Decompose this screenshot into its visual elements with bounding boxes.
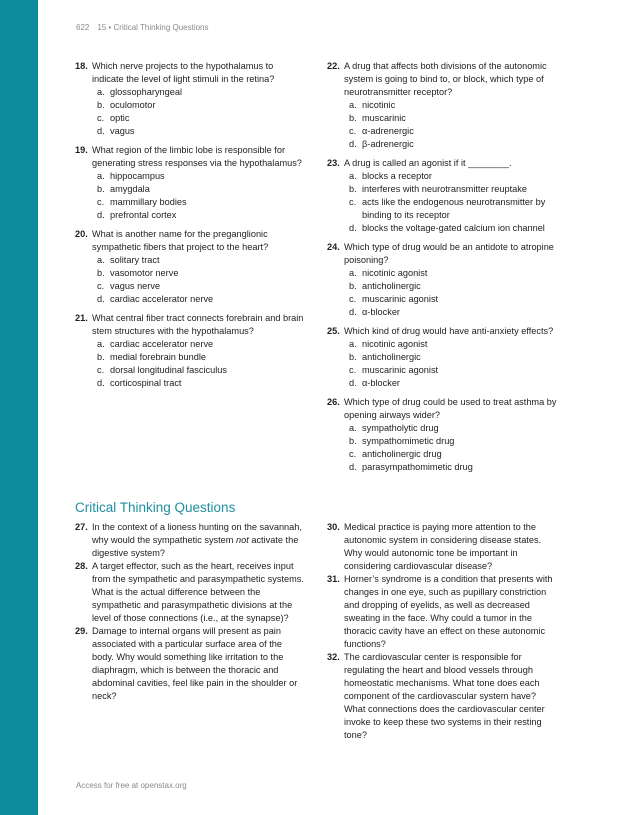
option-letter: d. — [349, 139, 357, 149]
option-text: glossopharyngeal — [110, 87, 183, 97]
question-text — [92, 521, 305, 560]
question-stem: What is another name for the preganglionic sympathetic fibers that project to the heart? — [92, 229, 269, 252]
option-letter: b. — [349, 352, 357, 362]
page-number: 622 — [76, 23, 90, 32]
option-text: cardiac accelerator nerve — [110, 339, 214, 349]
option-item — [92, 267, 305, 280]
option-letter: c. — [97, 365, 105, 375]
question-number: 26. — [327, 397, 340, 407]
question-21 — [75, 312, 305, 390]
option-letter: b. — [349, 436, 357, 446]
question-stem: What central fiber tract connects forebrain and brain stem structures with the hypothalamus? — [92, 313, 304, 336]
option-text: nicotinic agonist — [362, 339, 428, 349]
option-text: interferes with neurotransmitter reuptake — [362, 184, 527, 194]
question-number: 20. — [75, 229, 88, 239]
question-stem: A drug is called an agonist if it ________. — [344, 158, 512, 168]
option-item — [344, 306, 559, 319]
question-text: The cardiovascular center is responsible for regulating the heart and blood vessels through homeostatic mechanisms. What tone does each component of the cardiovascular system have? What connections does the cardiovascular center invoke to keep these two systems in their resting tone? — [344, 652, 545, 740]
option-text: blocks a receptor — [362, 171, 432, 181]
option-item — [344, 461, 559, 474]
option-item — [92, 196, 305, 209]
option-item — [344, 138, 559, 151]
option-text: medial forebrain bundle — [110, 352, 207, 362]
option-item — [344, 125, 559, 138]
option-item — [344, 351, 559, 364]
option-text: sympathomimetic drug — [362, 436, 455, 446]
option-text: blocks the voltage-gated calcium ion channel — [362, 223, 545, 233]
option-item — [344, 196, 559, 222]
option-text: optic — [110, 113, 130, 123]
option-item — [344, 435, 559, 448]
emphasis-text: not — [236, 535, 249, 545]
critical-question-28 — [75, 560, 305, 625]
option-text: muscarinic — [362, 113, 406, 123]
option-item — [92, 351, 305, 364]
option-text: α-blocker — [362, 378, 400, 388]
question-24 — [327, 241, 559, 319]
option-letter: c. — [349, 197, 357, 207]
option-letter: a. — [349, 100, 357, 110]
option-letter: b. — [97, 100, 105, 110]
question-26 — [327, 396, 559, 474]
option-letter: c. — [97, 113, 105, 123]
critical-question-31 — [327, 573, 559, 651]
question-19 — [75, 144, 305, 222]
option-letter: c. — [349, 449, 357, 459]
footer-text: Access for free at openstax.org — [76, 781, 187, 790]
option-item — [344, 364, 559, 377]
option-item — [344, 99, 559, 112]
option-item — [344, 448, 559, 461]
options-list — [92, 338, 305, 390]
option-item — [344, 422, 559, 435]
question-23 — [327, 157, 559, 235]
option-item — [92, 364, 305, 377]
question-number: 28. — [75, 561, 88, 571]
option-item — [92, 86, 305, 99]
option-letter: d. — [349, 378, 357, 388]
option-item — [92, 170, 305, 183]
option-item — [92, 183, 305, 196]
critical-question-32 — [327, 651, 559, 742]
question-stem: Which nerve projects to the hypothalamus to indicate the level of light stimuli in the retina? — [92, 61, 275, 84]
question-stem: Which kind of drug would have anti-anxiety effects? — [344, 326, 554, 336]
question-number: 22. — [327, 61, 340, 71]
option-letter: a. — [97, 255, 105, 265]
option-item — [92, 99, 305, 112]
option-item — [92, 125, 305, 138]
question-number: 18. — [75, 61, 88, 71]
option-text: muscarinic agonist — [362, 294, 439, 304]
option-item — [344, 338, 559, 351]
option-letter: b. — [349, 184, 357, 194]
option-text: anticholinergic — [362, 352, 421, 362]
question-number: 27. — [75, 522, 88, 532]
option-item — [92, 338, 305, 351]
option-text: vagus — [110, 126, 135, 136]
option-text: mammillary bodies — [110, 197, 187, 207]
option-item — [344, 280, 559, 293]
question-number: 23. — [327, 158, 340, 168]
question-number: 21. — [75, 313, 88, 323]
option-text: vagus nerve — [110, 281, 161, 291]
option-text: anticholinergic drug — [362, 449, 442, 459]
question-18 — [75, 60, 305, 138]
question-text: Damage to internal organs will present as pain associated with a particular surface area of the body. Why would something like irritation to the diaphragm, which is between the thoracic and abdominal cavities, feel like pain in the shoulder or neck? — [92, 626, 298, 701]
options-list — [92, 170, 305, 222]
option-item — [92, 293, 305, 306]
option-text: solitary tract — [110, 255, 160, 265]
option-letter: c. — [349, 294, 357, 304]
option-letter: a. — [97, 87, 105, 97]
option-text: cardiac accelerator nerve — [110, 294, 214, 304]
option-letter: a. — [349, 171, 357, 181]
question-stem: What region of the limbic lobe is responsible for generating stress responses via the hypothalamus? — [92, 145, 302, 168]
question-number: 30. — [327, 522, 340, 532]
question-text: A target effector, such as the heart, receives input from the sympathetic and parasympathetic systems. What is the actual difference between the sympathetic and parasympathetic divisions at the level of those connections (i.e., at the synapse)? — [92, 561, 304, 623]
options-list — [92, 86, 305, 138]
option-letter: a. — [97, 171, 105, 181]
question-stem: A drug that affects both divisions of the autonomic system is going to bind to, or block, which type of neurotransmitter receptor? — [344, 61, 547, 97]
option-text: nicotinic — [362, 100, 396, 110]
critical-question-30 — [327, 521, 559, 573]
left-question-column — [75, 60, 305, 396]
chapter-title: 15 • Critical Thinking Questions — [97, 23, 209, 32]
option-item — [92, 209, 305, 222]
question-number: 24. — [327, 242, 340, 252]
option-text: vasomotor nerve — [110, 268, 179, 278]
running-header — [76, 23, 209, 32]
question-number: 31. — [327, 574, 340, 584]
option-text: amygdala — [110, 184, 150, 194]
option-text: corticospinal tract — [110, 378, 182, 388]
option-text: α-adrenergic — [362, 126, 414, 136]
option-letter: a. — [349, 423, 357, 433]
option-letter: d. — [97, 126, 105, 136]
option-text: oculomotor — [110, 100, 156, 110]
option-text: acts like the endogenous neurotransmitter by binding to its receptor — [362, 197, 546, 220]
option-letter: d. — [349, 307, 357, 317]
text-part: In the context of a lioness hunting on the savannah, why would the sympathetic system — [92, 522, 302, 545]
option-text: muscarinic agonist — [362, 365, 439, 375]
option-item — [92, 254, 305, 267]
option-item — [344, 377, 559, 390]
option-text: β-adrenergic — [362, 139, 414, 149]
section-heading: Critical Thinking Questions — [75, 500, 236, 515]
side-color-bar — [0, 0, 38, 815]
option-item — [344, 293, 559, 306]
option-text: hippocampus — [110, 171, 165, 181]
right-question-column — [327, 60, 559, 480]
critical-question-27 — [75, 521, 305, 560]
question-number: 25. — [327, 326, 340, 336]
option-letter: b. — [97, 268, 105, 278]
options-list — [344, 267, 559, 319]
question-number: 29. — [75, 626, 88, 636]
option-letter: a. — [349, 268, 357, 278]
option-text: α-blocker — [362, 307, 400, 317]
question-stem: Which type of drug would be an antidote to atropine poisoning? — [344, 242, 554, 265]
option-letter: d. — [349, 462, 357, 472]
option-item — [344, 222, 559, 235]
option-letter: b. — [349, 113, 357, 123]
options-list — [92, 254, 305, 306]
option-item — [344, 112, 559, 125]
question-text: Horner’s syndrome is a condition that presents with changes in one eye, such as pupillary constriction and dropping of eyelids, as well as decreased sweating in the face. Why could a tumor in the thoracic cavity have an effect on these autonomic functions? — [344, 574, 553, 649]
option-letter: b. — [349, 281, 357, 291]
option-letter: a. — [97, 339, 105, 349]
option-item — [344, 267, 559, 280]
option-item — [92, 280, 305, 293]
question-number: 19. — [75, 145, 88, 155]
option-letter: d. — [97, 378, 105, 388]
text-part: activate the digestive system? — [92, 535, 299, 558]
question-20 — [75, 228, 305, 306]
option-letter: d. — [349, 223, 357, 233]
option-item — [344, 183, 559, 196]
option-letter: d. — [97, 210, 105, 220]
question-22 — [327, 60, 559, 151]
critical-left-column — [75, 521, 305, 703]
question-25 — [327, 325, 559, 390]
option-text: anticholinergic — [362, 281, 421, 291]
option-text: sympatholytic drug — [362, 423, 439, 433]
option-text: nicotinic agonist — [362, 268, 428, 278]
option-letter: b. — [97, 352, 105, 362]
option-item — [92, 112, 305, 125]
question-stem: Which type of drug could be used to treat asthma by opening airways wider? — [344, 397, 557, 420]
option-letter: b. — [97, 184, 105, 194]
option-text: dorsal longitudinal fasciculus — [110, 365, 227, 375]
option-item — [92, 377, 305, 390]
option-item — [344, 170, 559, 183]
critical-right-column — [327, 521, 559, 742]
options-list — [344, 422, 559, 474]
question-text: Medical practice is paying more attention to the autonomic system in considering disease states. Why would autonomic tone be important in considering cardiovascular disease? — [344, 522, 542, 571]
option-letter: c. — [349, 126, 357, 136]
options-list — [344, 170, 559, 235]
question-number: 32. — [327, 652, 340, 662]
option-text: parasympathomimetic drug — [362, 462, 473, 472]
option-letter: a. — [349, 339, 357, 349]
options-list — [344, 99, 559, 151]
option-text: prefrontal cortex — [110, 210, 177, 220]
option-letter: c. — [349, 365, 357, 375]
option-letter: c. — [97, 281, 105, 291]
options-list — [344, 338, 559, 390]
option-letter: d. — [97, 294, 105, 304]
critical-question-29 — [75, 625, 305, 703]
option-letter: c. — [97, 197, 105, 207]
